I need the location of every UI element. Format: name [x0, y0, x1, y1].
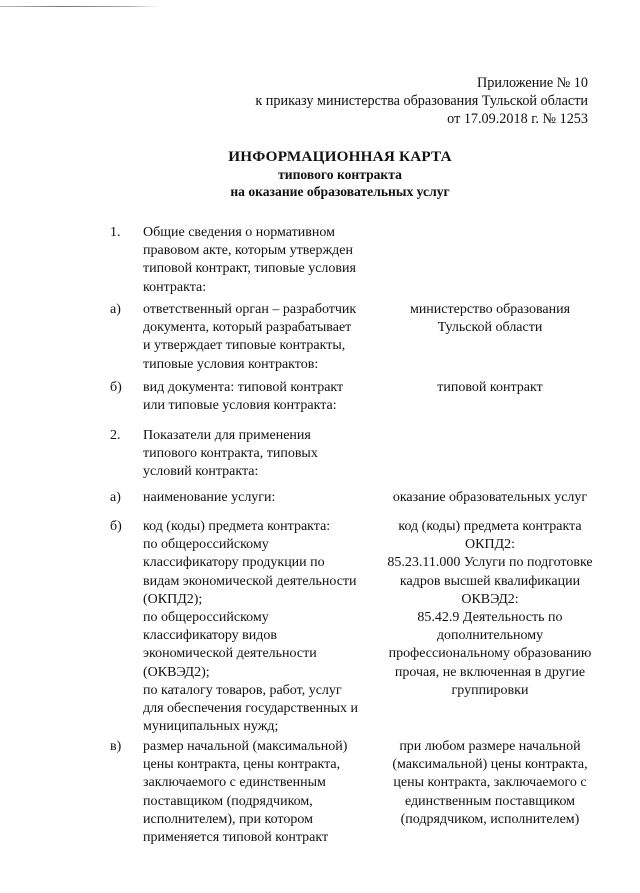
label-line: (ОКПД2); [143, 591, 203, 607]
label-line: вид документа: типовой контракт [143, 380, 344, 395]
label-line: Общие сведения о нормативном [143, 225, 335, 240]
item-label [143, 379, 383, 415]
item-label [143, 518, 383, 736]
value-line: 85.23.11.000 Услуги по подготовке [387, 555, 593, 571]
value-line: группировки [451, 682, 529, 698]
label-line: классификатору видов [143, 628, 278, 644]
value-line: дополнительному [436, 628, 544, 644]
item-number: 1. [110, 225, 121, 240]
label-line: наименование услуги: [143, 490, 276, 505]
label-line: документа, который разрабатывает [143, 320, 352, 336]
item-number: а) [110, 302, 121, 317]
item-number: в) [110, 739, 122, 754]
label-line: муниципальных нужд; [143, 719, 279, 735]
item-value [380, 301, 600, 337]
label-line: или типовые условия контракта: [143, 398, 337, 414]
item-number: 2. [110, 428, 121, 443]
label-line: код (коды) предмета контракта: [143, 519, 331, 534]
item-value [380, 489, 600, 507]
label-line: по общероссийскому [143, 537, 269, 553]
label-line: классификатору продукции по [143, 555, 325, 571]
value-line: типовой контракт [437, 380, 543, 395]
appendix-line: от 17.09.2018 г. № 1253 [447, 111, 588, 127]
value-line: код (коды) предмета контракта [398, 519, 582, 534]
appendix-line: к приказу министерства образования Тульской области [255, 93, 588, 109]
document-title [140, 147, 540, 200]
item-number: б) [110, 519, 122, 534]
value-line: при любом размере начальной [399, 739, 581, 754]
label-line: типовой контракт, типовые условия [143, 261, 356, 277]
item-value [380, 379, 600, 397]
value-line: цены контракта, заключаемого с [393, 775, 587, 791]
label-line: цены контракта, цены контракта, [143, 757, 341, 773]
label-line: заключаемого с единственным [143, 775, 326, 791]
item-label [143, 427, 383, 482]
label-line: экономической деятельности [143, 646, 317, 662]
label-line: по общероссийскому [143, 610, 269, 626]
label-line: Показатели для применения [143, 428, 311, 443]
label-line: условий контракта: [143, 464, 259, 480]
item-label [143, 224, 383, 297]
item-label [143, 738, 383, 847]
label-line: и утверждает типовые контракты, [143, 338, 346, 354]
value-line: 85.42.9 Деятельность по [417, 610, 563, 626]
label-line: типовые условия контрактов: [143, 356, 319, 372]
item-label [143, 301, 383, 374]
value-line: кадров высшей квалификации [399, 573, 581, 589]
value-line: профессиональному образованию [388, 646, 592, 662]
item-value [380, 738, 600, 829]
value-line: (максимальной) цены контракта, [392, 757, 588, 773]
label-line: (ОКВЭД2); [143, 664, 210, 680]
value-line: прочая, не включенная в другие [394, 664, 586, 680]
value-line: оказание образовательных услуг [392, 490, 588, 505]
scan-artifact-line [0, 6, 160, 7]
label-line: поставщиком (подрядчиком, [143, 793, 313, 809]
value-line: ОКВЭД2: [461, 591, 519, 607]
item-value [380, 518, 600, 700]
item-number: а) [110, 490, 121, 505]
label-line: применяется типовой контракт [143, 830, 329, 846]
label-line: для обеспечения государственных и [143, 701, 358, 717]
appendix-header [168, 74, 588, 128]
label-line: по каталогу товаров, работ, услуг [143, 682, 342, 698]
label-line: типового контракта, типовых [143, 446, 318, 462]
item-number: б) [110, 380, 122, 395]
label-line: правовом акте, которым утвержден [143, 243, 353, 259]
label-line: размер начальной (максимальной) [143, 739, 348, 754]
label-line: видам экономической деятельности [143, 573, 357, 589]
value-line: министерство образования [409, 302, 571, 317]
value-line: (подрядчиком, исполнителем) [400, 811, 580, 827]
item-label [143, 489, 383, 507]
title-subline: на оказание образовательных услуг [230, 184, 450, 199]
title-subline: типового контракта [278, 167, 402, 182]
title-main: ИНФОРМАЦИОННАЯ КАРТА [228, 148, 452, 165]
value-line: единственным поставщиком [404, 793, 576, 809]
label-line: контракта: [143, 279, 207, 295]
value-line: ОКПД2: [465, 537, 515, 553]
label-line: исполнителем), при котором [143, 811, 313, 827]
appendix-line: Приложение № 10 [477, 75, 588, 91]
value-line: Тульской области [437, 320, 543, 336]
label-line: ответственный орган – разработчик [143, 302, 357, 317]
